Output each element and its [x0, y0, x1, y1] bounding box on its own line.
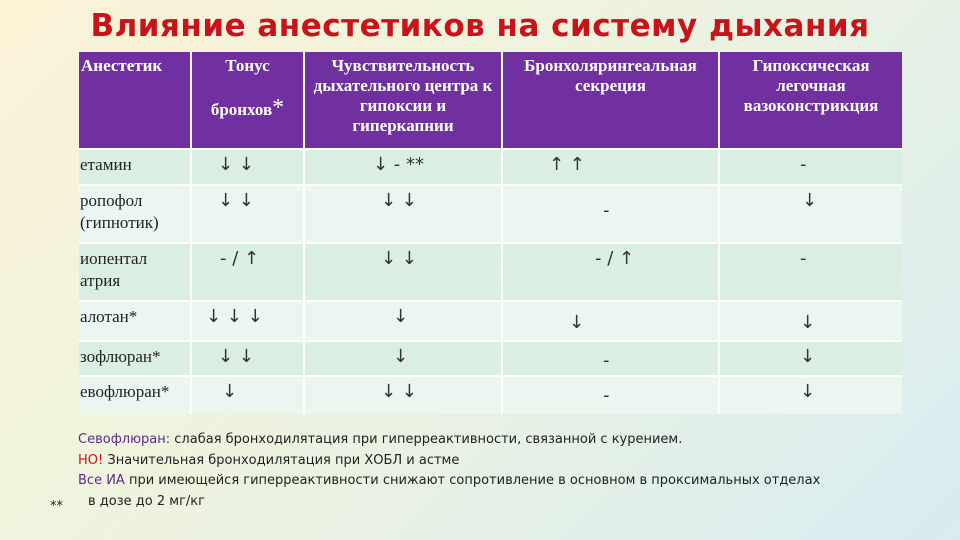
table-header-row: [79, 52, 902, 149]
cell-tonus: ↓: [191, 376, 304, 414]
cell-secretion: -: [502, 376, 719, 414]
cell-vasoconstriction: ↓: [719, 376, 902, 414]
cell-secretion: ↑ ↑: [502, 149, 719, 185]
cell-secretion: -: [502, 341, 719, 376]
cell-vasoconstriction: ↓: [719, 341, 902, 376]
note-dose-stars: **: [50, 499, 63, 514]
note-but-label: НО!: [78, 452, 104, 468]
footnotes: [78, 430, 958, 512]
cell-tonus: ↓ ↓: [191, 341, 304, 376]
note-all-ia: [78, 471, 958, 492]
table-row: [79, 341, 902, 376]
note-sevoflurane-text: слабая бронходилятация при гиперреактивности, связанной с курением.: [170, 432, 683, 447]
note-sevoflurane: [78, 430, 958, 451]
cell-secretion: - / ↑: [502, 243, 719, 301]
header-tonus-bottom: [195, 95, 300, 121]
cell-anesthetic: иопентал атрия: [79, 243, 191, 301]
cell-sensitivity: ↓: [304, 301, 502, 341]
header-tonus-star: *: [272, 95, 285, 121]
cell-anesthetic: зофлюран*: [79, 341, 191, 376]
cell-vasoconstriction: ↓: [719, 185, 902, 243]
header-respiratory-sensitivity: Чувствительность дыхательного центра к гипоксии и гиперкапнии: [304, 52, 502, 149]
table-row: [79, 376, 902, 414]
note-but-text: Значительная бронходилятация при ХОБЛ и астме: [103, 452, 460, 468]
header-vasoconstriction: Гипоксическая легочная вазоконстрикция: [719, 52, 902, 149]
header-secretion: Бронхоляринrеальная секреция: [502, 52, 719, 149]
cell-secretion: -: [502, 185, 719, 243]
cell-tonus: ↓ ↓ ↓: [191, 301, 304, 341]
cell-anesthetic: алотан*: [79, 301, 191, 341]
anesthetics-table: [79, 52, 902, 427]
cell-sensitivity: ↓: [304, 341, 502, 376]
cell-sensitivity: ↓ ↓: [304, 243, 502, 301]
table-row: [79, 185, 902, 243]
cell-sensitivity: ↓ ↓: [304, 376, 502, 414]
cell-secretion: ↓: [502, 301, 719, 341]
table-row: [79, 149, 902, 185]
cell-vasoconstriction: -: [719, 243, 902, 301]
header-tonus-bottom-text: бронхов: [210, 100, 273, 119]
cell-anesthetic: етамин: [79, 149, 191, 185]
table-row: [79, 243, 902, 301]
cell-tonus: ↓ ↓: [191, 149, 304, 185]
cell-anesthetic: ропофол (гипнотик): [79, 185, 191, 243]
note-but: [78, 451, 958, 472]
table-row: [79, 301, 902, 341]
cell-sensitivity: ↓ ↓: [304, 185, 502, 243]
note-all-ia-label: Все ИА: [78, 473, 125, 488]
cell-anesthetic: евофлюран*: [79, 376, 191, 414]
cell-vasoconstriction: ↓: [719, 301, 902, 341]
note-sevoflurane-label: Севофлюран:: [78, 432, 171, 447]
page-title: Влияние анестетиков на систему дыхания: [90, 8, 870, 44]
header-tonus-top: Тонус: [225, 56, 270, 75]
note-all-ia-text: при имеющейся гиперреактивности снижают сопротивление в основном в проксимальных отделах: [124, 473, 821, 488]
note-dose: в дозе до 2 мг/кг: [88, 493, 205, 509]
cell-tonus: ↓ ↓: [191, 185, 304, 243]
cell-tonus: - / ↑: [191, 243, 304, 301]
header-bronchial-tone: [191, 52, 304, 149]
cell-vasoconstriction: -: [719, 149, 902, 185]
cell-sensitivity: ↓ - **: [304, 149, 502, 185]
header-anesthetic: Анестетик: [79, 52, 191, 149]
